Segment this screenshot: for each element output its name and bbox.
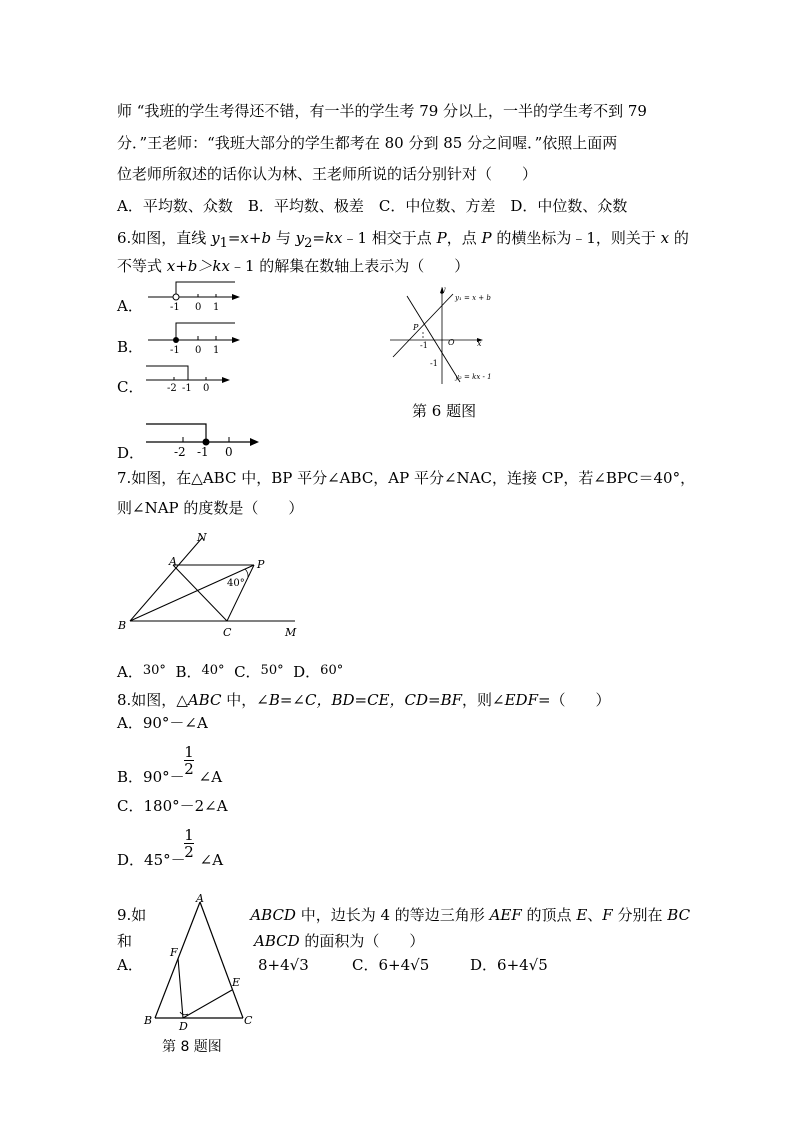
nl-c-label-m1: -1	[182, 383, 192, 394]
nl-a-label-0: 0	[195, 302, 202, 313]
q8-option-d[interactable]: D．45°－ ∠A	[117, 851, 224, 869]
q7-line1: 7.如图，在△ABC 中，BP 平分∠ABC，AP 平分∠NAC，连接 CP，若∠BPC＝40°，	[117, 469, 696, 487]
graph-origin-label: O	[448, 338, 455, 347]
nl-d-label-m2: -2	[174, 445, 186, 459]
q8-option-d-fraction: $\frac{1}{2}$	[184, 826, 194, 861]
graph-y-label: y	[441, 285, 446, 294]
q8-option-b[interactable]: B．90°－ ∠A	[117, 768, 223, 786]
nl-b-label-m1: -1	[170, 345, 180, 356]
q7-option-a[interactable]: A．30°	[117, 663, 166, 681]
q9-option-a[interactable]: A．	[117, 956, 143, 974]
q6-number-line-d	[140, 418, 268, 462]
q5-line1: 师 “我班的学生考得还不错，有一半的学生考 79 分以上，一半的学生考不到 79	[117, 102, 647, 120]
graph-y1-label: y₁ = x + b	[455, 294, 491, 302]
q8-figure	[140, 890, 260, 1032]
nl-b-label-1: 1	[213, 345, 220, 356]
q8-label-c: C	[244, 1014, 253, 1027]
q6-number-line-a	[140, 280, 250, 314]
q7-option-b[interactable]: B．40°	[175, 663, 225, 681]
q6-line2: 不等式 x+b＞kx﹣1 的解集在数轴上表示为（ ）	[117, 257, 470, 275]
q7-option-d[interactable]: D．60°	[293, 663, 344, 681]
q6-number-line-c	[140, 362, 240, 396]
q9-line2: 和 ABCD 的面积为（ ）	[117, 932, 425, 950]
graph-y2-label: y₂ = kx - 1	[455, 373, 492, 381]
nl-d-label-m1: -1	[197, 445, 209, 459]
q8-caption: 第 8 题图	[162, 1039, 222, 1055]
q5-options: A．平均数、众数 B．平均数、极差 C．中位数、方差 D．中位数、众数	[117, 197, 628, 215]
q9-option-b[interactable]: 8+4√3	[258, 956, 309, 974]
graph-x-minus1: -1	[420, 341, 428, 350]
q7-line2: 则∠NAP 的度数是（ ）	[117, 499, 304, 517]
q7-label-c: C	[223, 626, 232, 639]
nl-b-label-0: 0	[195, 345, 202, 356]
q8-label-b: B	[144, 1014, 153, 1027]
q7-label-n: N	[197, 531, 207, 544]
q8-option-b-fraction: $\frac{1}{2}$	[184, 743, 194, 778]
q7-option-c[interactable]: C．50°	[234, 663, 284, 681]
q7-options	[117, 662, 343, 684]
q6-line1: 6.如图，直线 $y_1=x+b$ 与 $y_2=kx﹣1$ 相交于点 P，点 P 的横坐标为﹣1，则关于 x 的	[117, 229, 689, 251]
q7-label-a: A	[169, 555, 177, 568]
nl-c-label-0: 0	[203, 383, 210, 394]
q9-line1: 9.如 ABCD 中，边长为 4 的等边三角形 AEF 的顶点 E、F 分别在 BC	[117, 906, 691, 924]
nl-a-label-m1: -1	[170, 302, 180, 313]
q6-graph	[385, 282, 510, 387]
q7-figure	[115, 530, 310, 642]
graph-p-label: P	[413, 323, 419, 332]
q7-label-b: B	[118, 619, 127, 632]
q8-label-d: D	[179, 1020, 188, 1032]
q9-option-d[interactable]: D．6+4√5	[470, 956, 548, 974]
q8-label-f: F	[170, 946, 178, 959]
q8-label-a: A	[196, 892, 204, 905]
q8-option-a[interactable]: A．90°－∠A	[117, 714, 208, 732]
q6-number-line-b	[140, 320, 250, 356]
q6-option-a-label: A．	[117, 297, 143, 315]
q8-label-e: E	[232, 976, 241, 989]
q7-label-p: P	[257, 558, 265, 571]
q8-line1: 8.如图，△ABC 中，∠B=∠C，BD=CE，CD=BF，则∠EDF=（ ）	[117, 691, 611, 709]
q9-option-c[interactable]: C．6+4√5	[352, 956, 430, 974]
q6-option-c-label: C．	[117, 378, 144, 396]
nl-d-label-0: 0	[225, 445, 233, 459]
q8-option-c[interactable]: C．180°－2∠A	[117, 797, 228, 815]
q5-line3: 位老师所叙述的话你认为林、王老师所说的话分别针对（ ）	[117, 165, 538, 183]
graph-y-minus1: -1	[430, 359, 438, 368]
q6-option-d-label: D．	[117, 444, 145, 462]
q7-angle-label: 40°	[227, 578, 245, 589]
graph-x-label: x	[477, 339, 482, 348]
q5-line2: 分．”王老师：“我班大部分的学生都考在 80 分到 85 分之间喔．”依照上面两	[117, 134, 618, 152]
q7-label-m: M	[285, 626, 297, 639]
q6-caption: 第 6 题图	[412, 402, 477, 420]
nl-c-label-m2: -2	[167, 383, 177, 394]
q6-option-b-label: B．	[117, 338, 144, 356]
nl-a-label-1: 1	[213, 302, 220, 313]
